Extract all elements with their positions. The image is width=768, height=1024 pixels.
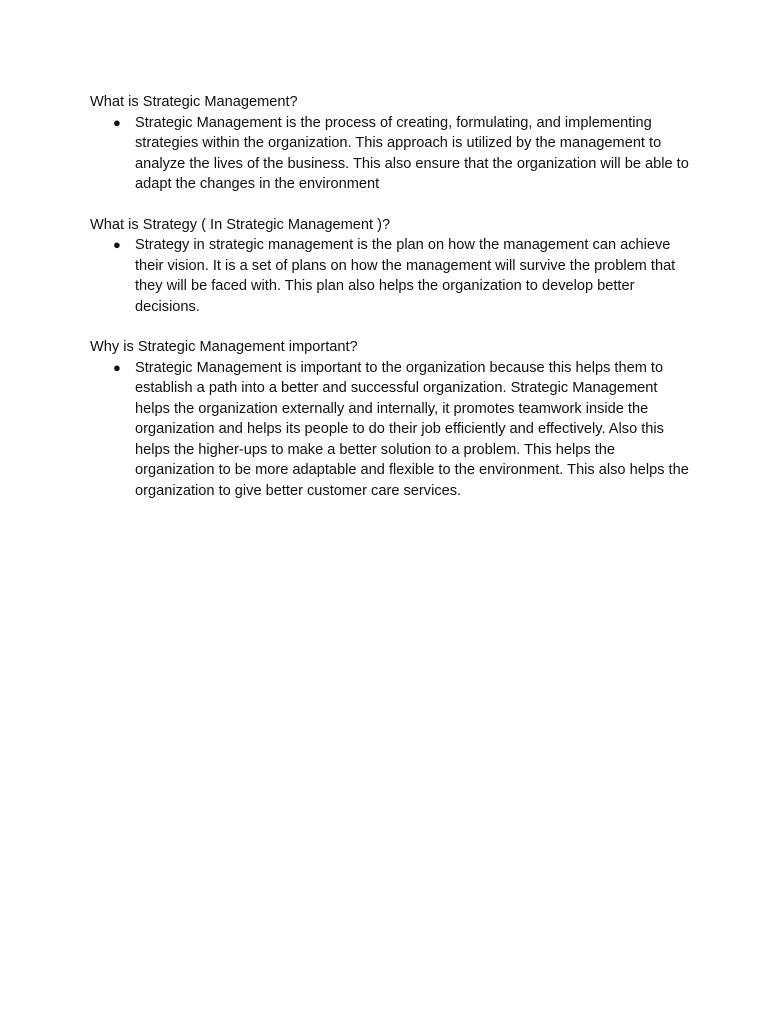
section-heading: What is Strategic Management? <box>90 94 298 110</box>
section-what-is-strategy <box>90 215 690 318</box>
section-heading: Why is Strategic Management important? <box>90 339 358 355</box>
bullet-icon: ● <box>113 237 121 252</box>
section-why-important <box>90 337 690 501</box>
answer-text: Strategy in strategic management is the plan on how the management can achieve their vision. It is a set of plans on how the management will survive the problem that they will be faced with. This plan also helps the organization to develop better decisions. <box>135 237 676 315</box>
answer-text: Strategic Management is important to the organization because this helps them to establish a path into a better and successful organization. Strategic Management helps the organization externally and internally, it promotes teamwork inside the organization and helps its people to do their job efficiently and effectively. Also this helps the higher-ups to make a better solution to a problem. This helps the organization to be more adaptable and flexible to the environment. This also helps the organization to give better customer care services. <box>135 359 689 499</box>
answer-text: Strategic Management is the process of creating, formulating, and implementing strategies within the organization. This approach is utilized by the management to analyze the lives of the business. This also ensure that the organization will be able to adapt the changes in the environment <box>135 114 689 192</box>
bullet-icon: ● <box>113 359 121 375</box>
bullet-list <box>90 358 690 502</box>
document-body <box>90 92 690 521</box>
bullet-list <box>90 235 690 317</box>
section-what-is-strategic-management <box>90 92 690 195</box>
list-item <box>90 358 690 502</box>
section-heading: What is Strategy ( In Strategic Management )? <box>90 216 391 233</box>
bullet-list <box>90 113 690 195</box>
bullet-icon: ● <box>113 114 121 130</box>
list-item <box>90 113 690 195</box>
list-item <box>90 235 690 317</box>
